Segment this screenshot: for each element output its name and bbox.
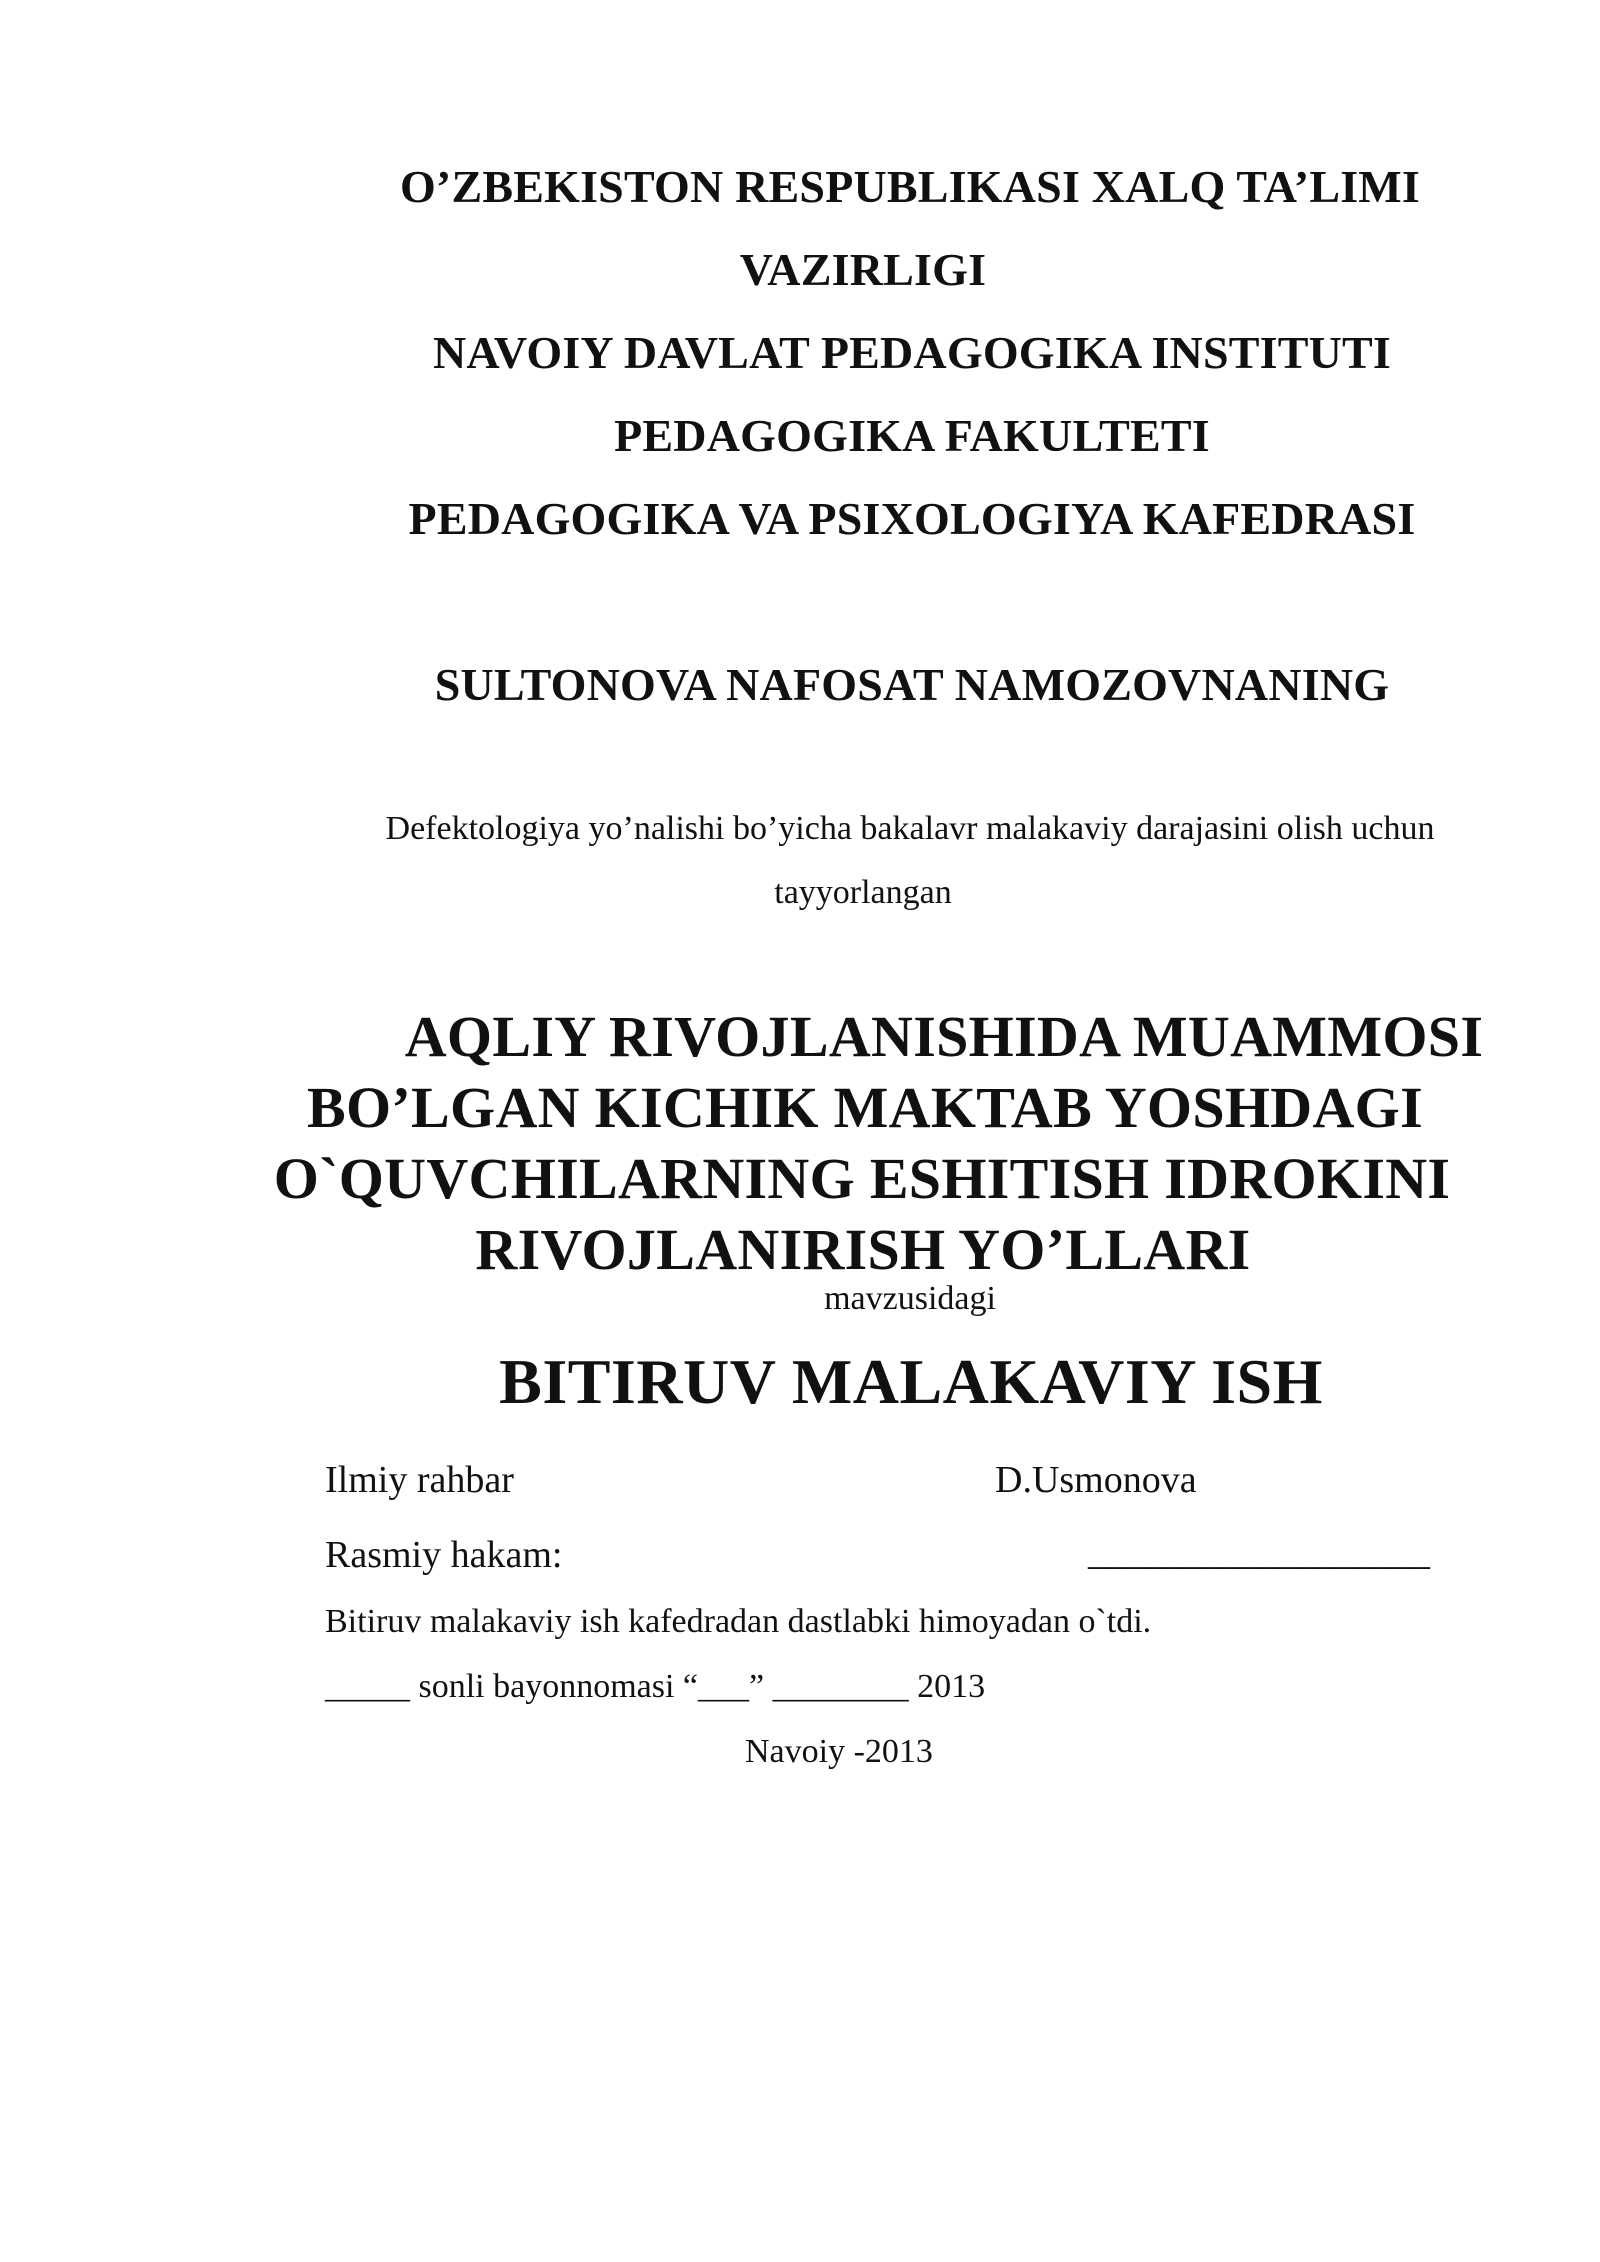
topic-suffix: mavzusidagi: [824, 1280, 996, 1317]
place-year: Navoiy -2013: [745, 1733, 933, 1770]
topic-line-3: O`QUVCHILARNING ESHITISH IDROKINI: [273, 1146, 1451, 1211]
reviewer-label: Rasmiy hakam:: [325, 1534, 563, 1576]
defense-note: Bitiruv malakaviy ish kafedradan dastlabki himoyadan o`tdi.: [325, 1603, 1152, 1640]
topic-line-4: RIVOJLANIRISH YO’LLARI: [475, 1217, 1251, 1282]
department-name: PEDAGOGIKA VA PSIXOLOGIYA KAFEDRASI: [408, 493, 1416, 544]
faculty-name: PEDAGOGIKA FAKULTETI: [614, 410, 1210, 461]
author-name: SULTONOVA NAFOSAT NAMOZOVNANING: [434, 659, 1390, 710]
reviewer-blank: __________________: [1088, 1531, 1430, 1573]
work-type-title: BITIRUV MALAKAVIY ISH: [499, 1346, 1323, 1417]
purpose-line-2: tayyorlangan: [774, 874, 952, 911]
topic-line-2: BO’LGAN KICHIK MAKTAB YOSHDAGI: [307, 1075, 1423, 1140]
ministry-line-1: O’ZBEKISTON RESPUBLIKASI XALQ TA’LIMI: [399, 161, 1421, 212]
ministry-line-2: VAZIRLIGI: [739, 244, 987, 295]
purpose-line-1: Defektologiya yo’nalishi bo’yicha bakalavr malakaviy darajasini olish uchun: [385, 810, 1435, 847]
topic-line-1: AQLIY RIVOJLANISHIDA MUAMMOSI: [404, 1004, 1484, 1069]
institute-name: NAVOIY DAVLAT PEDAGOGIKA INSTITUTI: [432, 327, 1392, 378]
supervisor-name: D.Usmonova: [995, 1459, 1197, 1501]
supervisor-label: Ilmiy rahbar: [325, 1459, 514, 1501]
protocol-line: _____ sonli bayonnomasi “___” ________ 2013: [325, 1668, 986, 1705]
